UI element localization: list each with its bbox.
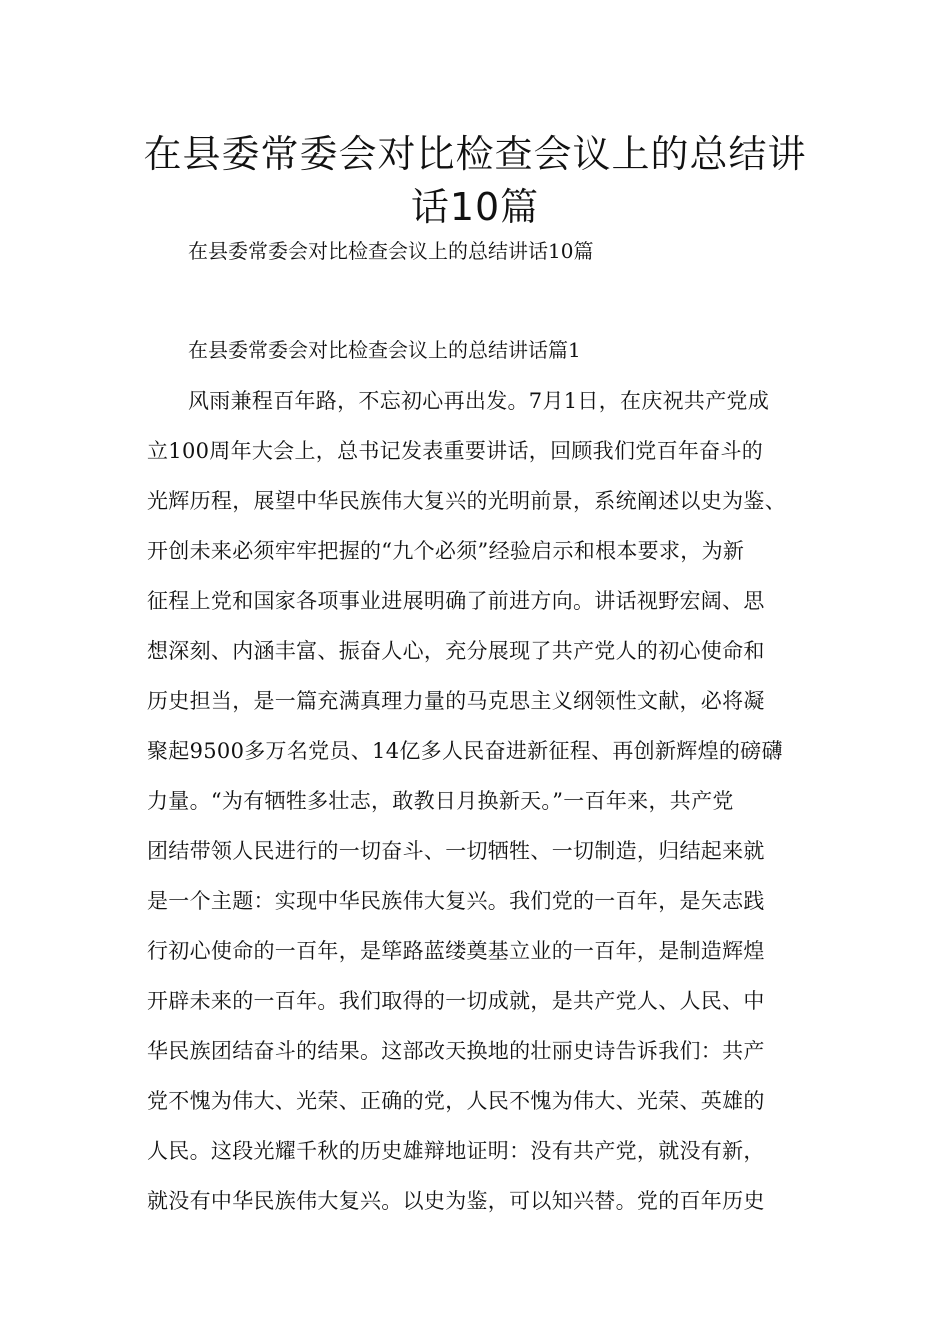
title-line-2: 话10篇 bbox=[410, 185, 540, 229]
body-line: 聚起9500多万名党员、14亿多人民奋进新征程、再创新辉煌的磅礴 bbox=[147, 739, 783, 763]
body-line: 是一个主题：实现中华民族伟大复兴。我们党的一百年，是矢志践 bbox=[147, 889, 765, 913]
body-line: 征程上党和国家各项事业进展明确了前进方向。讲话视野宏阔、思 bbox=[147, 589, 765, 613]
body-line: 光辉历程，展望中华民族伟大复兴的光明前景，系统阐述以史为鉴、 bbox=[147, 489, 786, 513]
body-line: 就没有中华民族伟大复兴。以史为鉴，可以知兴替。党的百年历史 bbox=[147, 1189, 765, 1213]
document-title bbox=[100, 128, 850, 234]
section-heading: 在县委常委会对比检查会议上的总结讲话篇1 bbox=[188, 338, 581, 362]
body-line: 开辟未来的一百年。我们取得的一切成就，是共产党人、人民、中 bbox=[147, 989, 765, 1013]
body-line: 立100周年大会上，总书记发表重要讲话，回顾我们党百年奋斗的 bbox=[147, 439, 764, 463]
body-line: 风雨兼程百年路，不忘初心再出发。7月1日，在庆祝共产党成 bbox=[188, 389, 770, 413]
body-line: 华民族团结奋斗的结果。这部改天换地的壮丽史诗告诉我们：共产 bbox=[147, 1039, 765, 1063]
title-line-1: 在县委常委会对比检查会议上的总结讲 bbox=[143, 132, 807, 176]
document-subtitle: 在县委常委会对比检查会议上的总结讲话10篇 bbox=[188, 239, 594, 263]
body-line: 历史担当，是一篇充满真理力量的马克思主义纲领性文献，必将凝 bbox=[147, 689, 765, 713]
body-line: 行初心使命的一百年，是筚路蓝缕奠基立业的一百年，是制造辉煌 bbox=[147, 939, 765, 963]
body-line: 力量。“为有牺牲多壮志，敢教日月换新天。”一百年来，共产党 bbox=[147, 789, 734, 813]
body-line: 想深刻、内涵丰富、振奋人心，充分展现了共产党人的初心使命和 bbox=[147, 639, 765, 663]
body-line: 人民。这段光耀千秋的历史雄辩地证明：没有共产党，就没有新， bbox=[147, 1139, 765, 1163]
body-line: 开创未来必须牢牢把握的“九个必须”经验启示和根本要求，为新 bbox=[147, 539, 745, 563]
body-line: 党不愧为伟大、光荣、正确的党，人民不愧为伟大、光荣、英雄的 bbox=[147, 1089, 765, 1113]
body-line: 团结带领人民进行的一切奋斗、一切牺牲、一切制造，归结起来就 bbox=[147, 839, 765, 863]
